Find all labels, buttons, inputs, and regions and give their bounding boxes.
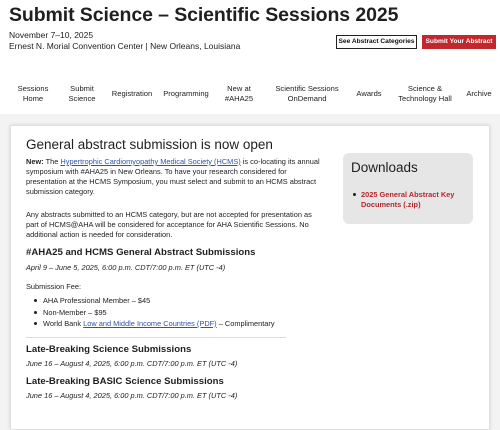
downloads-title: Downloads: [351, 160, 418, 175]
nav-item-submit-science[interactable]: Submit Science: [68, 84, 96, 103]
hcms-consideration-paragraph: Any abstracts submitted to an HCMS category, but are not accepted for presentation as part of HCMS@AHA will be considered for acceptance for AHA Scientific Sessions. No additional action is needed for consideration.: [26, 210, 312, 240]
section-late-breaking-basic-dates: June 16 – August 4, 2025, 6:00 p.m. CDT/7:00 p.m. ET (UTC -4): [26, 391, 238, 400]
key-documents-download-link[interactable]: 2025 General Abstract Key Documents (.zip): [361, 190, 465, 210]
lmic-pdf-link[interactable]: Low and Middle Income Countries (PDF): [83, 319, 217, 328]
list-item: Non-Member – $95: [32, 308, 275, 320]
section-general-abstract-dates: April 9 – June 5, 2025, 6:00 p.m. CDT/7:00 p.m. ET (UTC -4): [26, 263, 226, 272]
site-title: Submit Science – Scientific Sessions 2025: [9, 4, 399, 26]
nav-item-programming[interactable]: Programming: [163, 89, 209, 98]
nav-item-science-technology-hall[interactable]: Science & Technology Hall: [398, 84, 452, 103]
see-abstract-categories-button[interactable]: See Abstract Categories: [336, 35, 417, 49]
list-item: World Bank Low and Middle Income Countries (PDF) – Complimentary: [32, 319, 275, 331]
new-label: New:: [26, 157, 44, 166]
nav-item-sessions-home[interactable]: Sessions Home: [17, 84, 49, 103]
nav-item-archive[interactable]: Archive: [466, 89, 492, 98]
section-divider: [26, 337, 286, 338]
section-late-breaking-title: Late-Breaking Science Submissions: [26, 344, 192, 355]
event-dates: November 7–10, 2025: [9, 30, 94, 40]
intro-paragraph: New: The Hypertrophic Cardiomyopathy Medical Society (HCMS) is co-locating its annual symposium with #AHA25 in New Orleans. To have your research considered for presentation at the HCMS Symposium, you must select and submit to an HCMS abstract submission category.: [26, 157, 320, 197]
nav-item-new-at-aha25[interactable]: New at #AHA25: [224, 84, 254, 103]
page-title: General abstract submission is now open: [26, 137, 273, 152]
hcms-link[interactable]: Hypertrophic Cardiomyopathy Medical Society (HCMS): [60, 157, 241, 166]
nav-item-registration[interactable]: Registration: [111, 89, 153, 98]
section-general-abstract-title: #AHA25 and HCMS General Abstract Submissions: [26, 247, 256, 258]
section-late-breaking-basic-title: Late-Breaking BASIC Science Submissions: [26, 376, 224, 387]
nav-item-awards[interactable]: Awards: [356, 89, 382, 98]
list-item: AHA Professional Member – $45: [32, 296, 275, 308]
site-header: [0, 0, 500, 74]
event-venue: Ernest N. Morial Convention Center | New Orleans, Louisiana: [9, 41, 241, 51]
main-nav: [0, 74, 500, 114]
section-late-breaking-dates: June 16 – August 4, 2025, 6:00 p.m. CDT/7:00 p.m. ET (UTC -4): [26, 359, 238, 368]
downloads-panel: [343, 153, 473, 224]
fee-list: [32, 296, 275, 331]
nav-item-scientific-sessions-ondemand[interactable]: Scientific Sessions OnDemand: [275, 84, 339, 103]
submit-abstract-button[interactable]: Submit Your Abstract: [422, 35, 496, 49]
submission-fee-label: Submission Fee:: [26, 282, 82, 291]
